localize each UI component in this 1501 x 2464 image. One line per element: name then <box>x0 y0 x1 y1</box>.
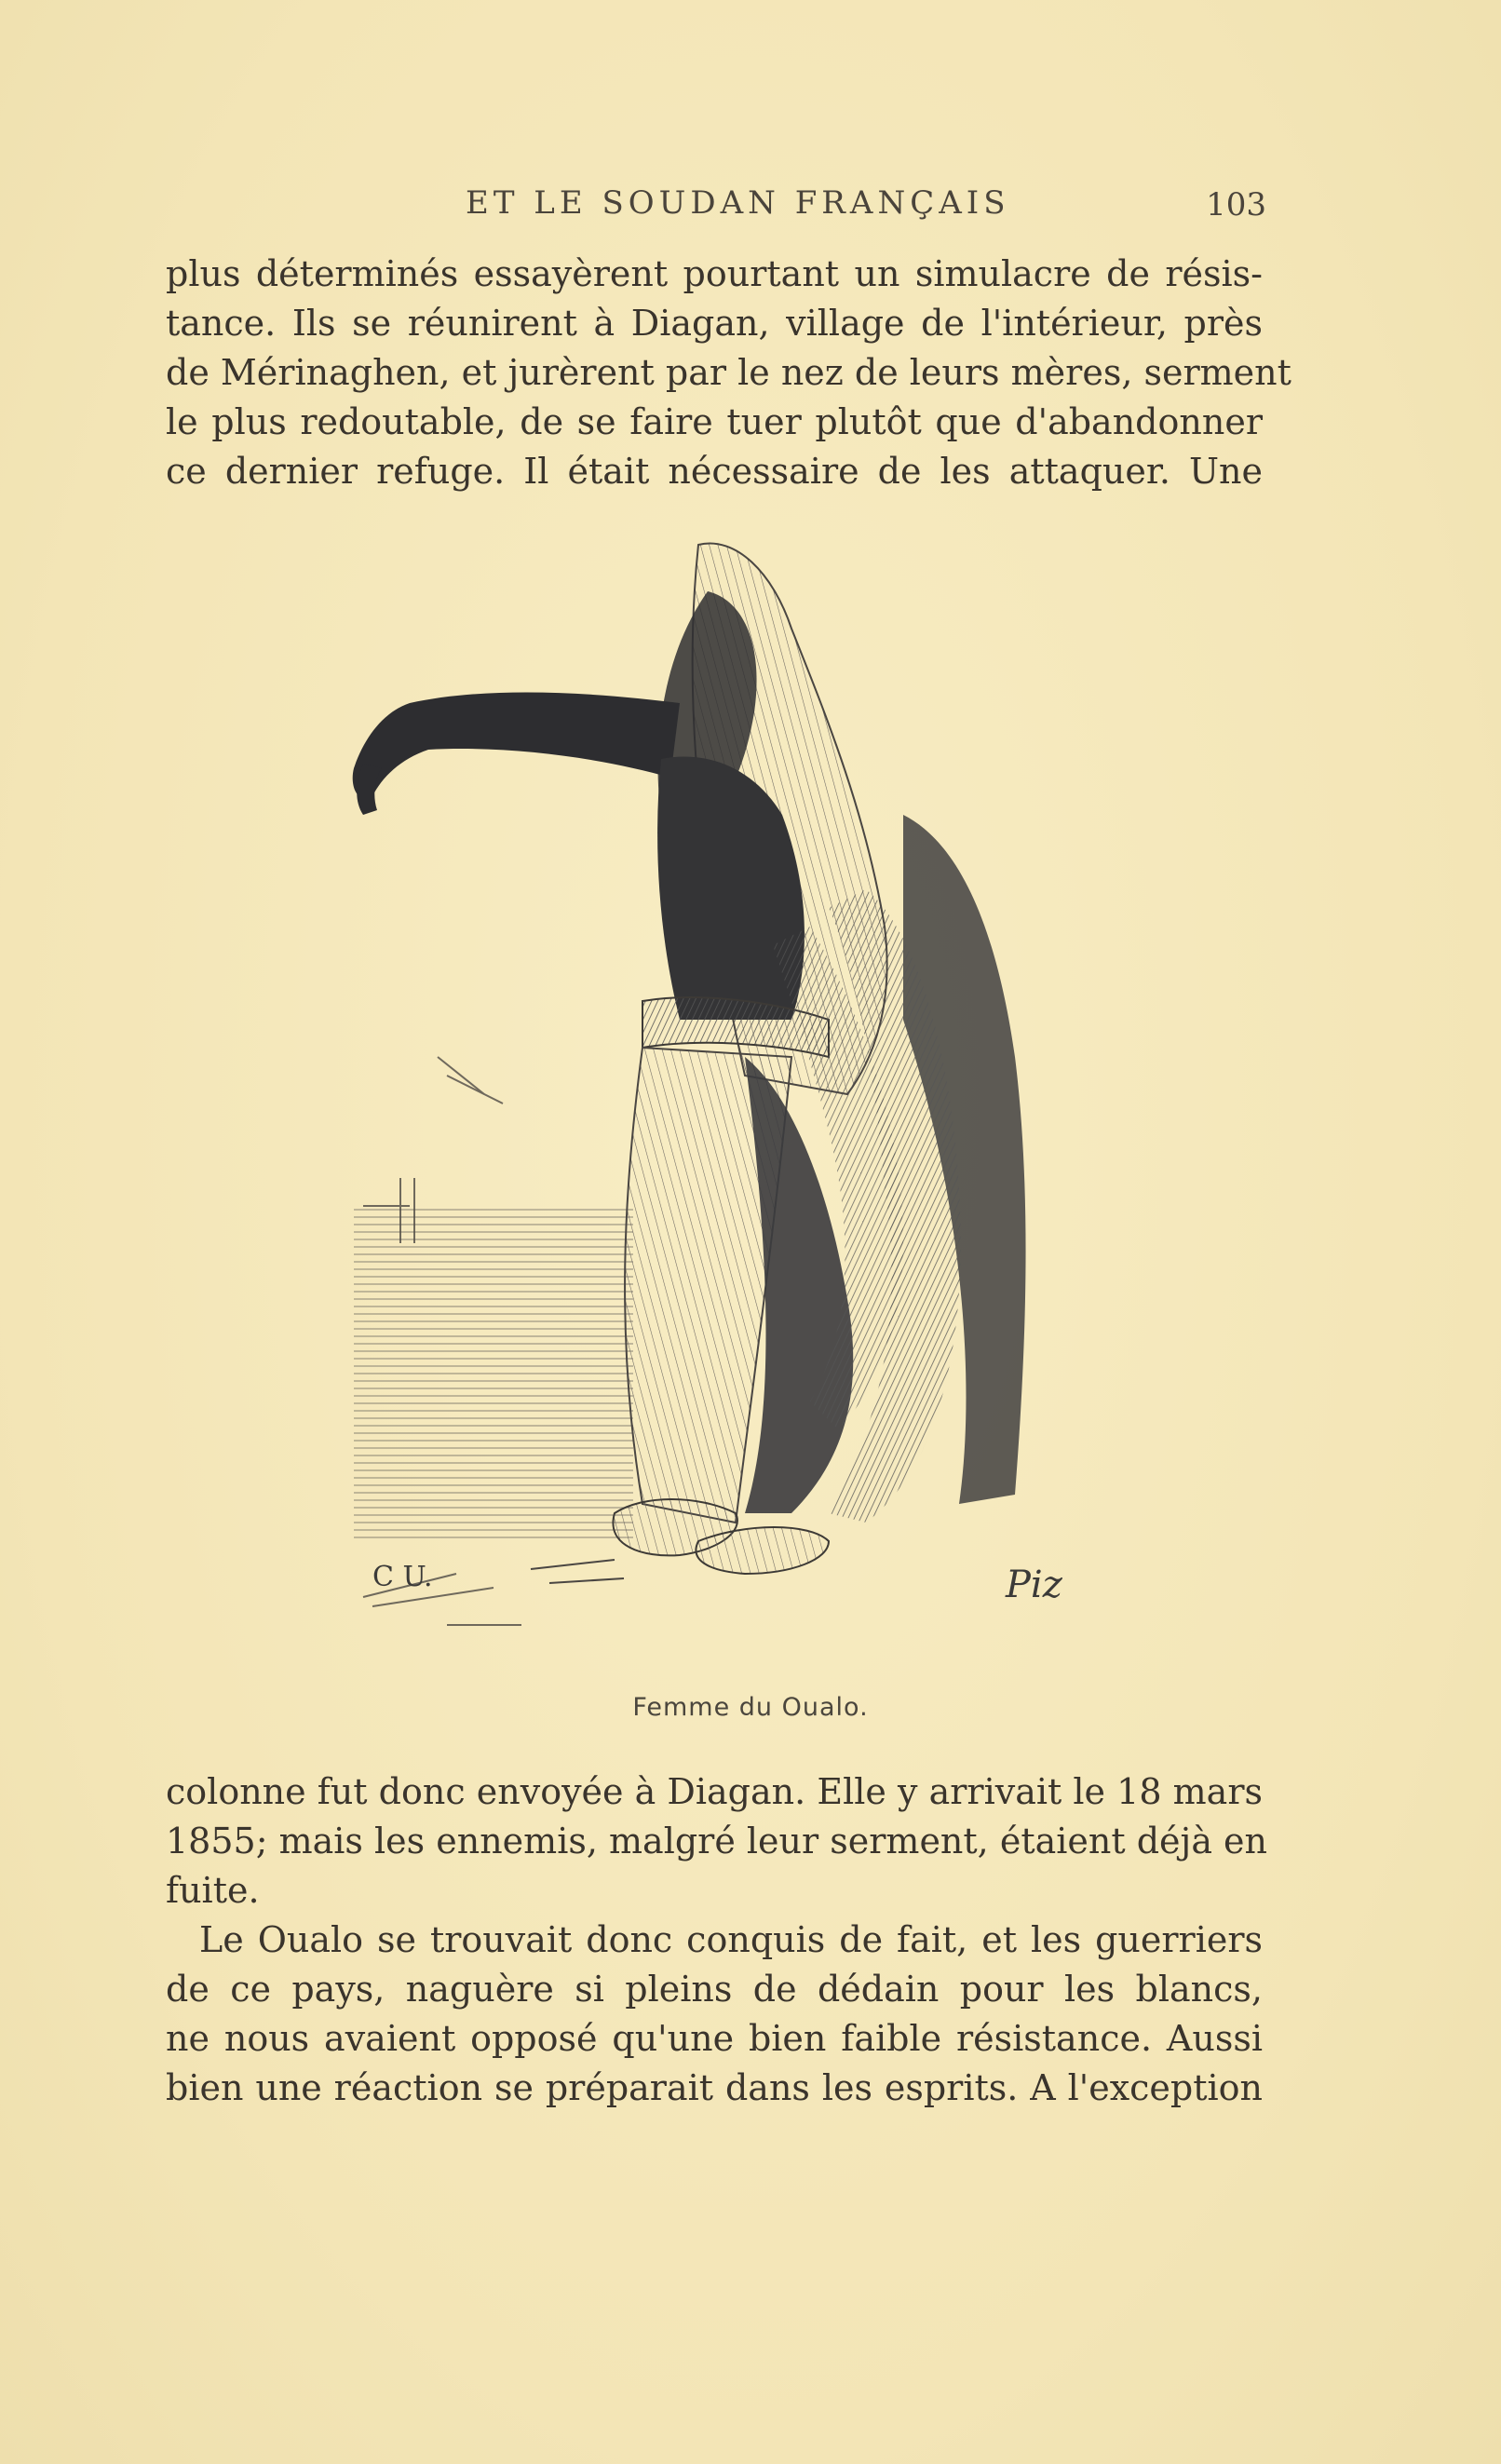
signature-right: Piz <box>1006 1564 1062 1606</box>
text-line: bien une réaction se préparait dans les esprits. A l'exception <box>166 2067 1263 2108</box>
running-head <box>168 184 1266 231</box>
text-line: fuite. <box>166 1870 260 1911</box>
text-line: 1855; mais les ennemis, malgré leur serment, étaient déjà en <box>166 1821 1268 1862</box>
engraving-woman-illustration <box>307 535 1108 1718</box>
text-line: colonne fut donc envoyée à Diagan. Elle y arrivait le 18 mars <box>166 1771 1263 1812</box>
running-title: ET LE SOUDAN FRANÇAIS <box>466 184 1010 222</box>
text-line: plus déterminés essayèrent pourtant un simulacre de résis- <box>166 253 1263 294</box>
text-line: Le Oualo se trouvait donc conquis de fait, et les guerriers <box>199 1919 1263 1960</box>
figure-caption: Femme du Oualo. <box>632 1693 869 1722</box>
text-line: tance. Ils se réunirent à Diagan, village de l'intérieur, près <box>166 303 1263 344</box>
paragraph-bottom <box>166 1767 1268 2113</box>
signature-left: C U. <box>372 1561 433 1593</box>
text-line: ne nous avaient opposé qu'une bien faible résistance. Aussi <box>166 2018 1263 2059</box>
text-line: ce dernier refuge. Il était nécessaire de les attaquer. Une <box>166 451 1263 492</box>
page-number: 103 <box>1206 186 1266 223</box>
text-line: de Mérinaghen, et jurèrent par le nez de leurs mères, serment <box>166 352 1291 393</box>
paragraph-top <box>166 250 1291 496</box>
text-line: le plus redoutable, de se faire tuer plutôt que d'abandonner <box>166 401 1263 442</box>
text-line: de ce pays, naguère si pleins de dédain pour les blancs, <box>166 1969 1263 2010</box>
